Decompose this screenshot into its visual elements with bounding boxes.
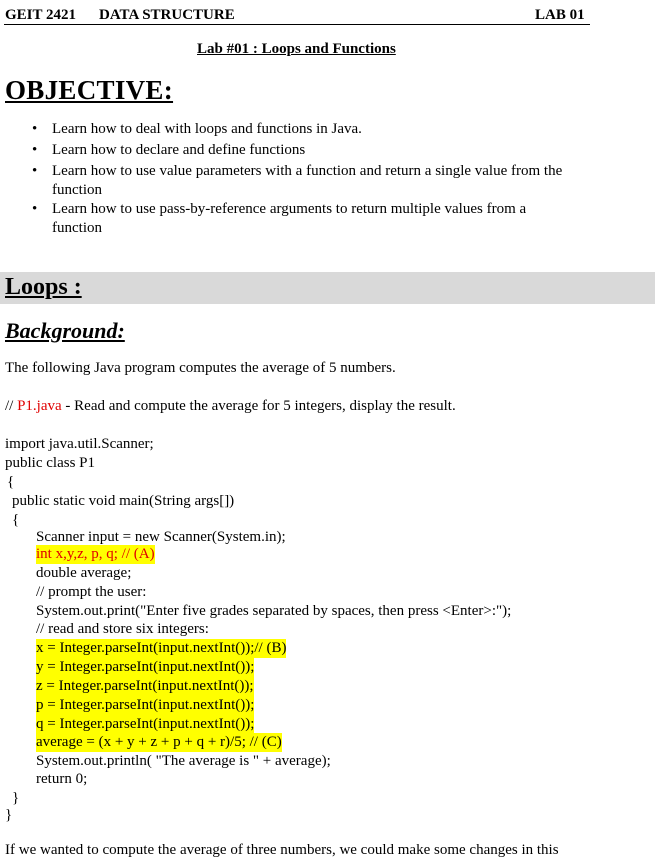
list-item: • Learn how to use pass-by-reference arguments to return multiple values from a [32, 201, 527, 217]
code-line-highlighted: x = Integer.parseInt(input.nextInt());// (B) [36, 640, 287, 656]
course-subject: DATA STRUCTURE [99, 7, 235, 23]
code-line: System.out.print("Enter five grades separated by spaces, then press <Enter>:"); [36, 603, 512, 619]
code-line: // prompt the user: [36, 584, 147, 600]
list-item: • Learn how to use value parameters with a function and return a single value from the [32, 163, 563, 179]
code-line: System.out.println( "The average is " + average); [36, 753, 331, 769]
filename: P1.java [17, 398, 62, 414]
list-item: • Learn how to declare and define functions [32, 142, 306, 158]
code-line: double average; [36, 565, 132, 581]
bullet-icon: • [32, 163, 38, 179]
objective-list [0, 120, 600, 238]
code-brace: { [12, 512, 20, 528]
list-item-continuation: function [52, 220, 102, 236]
code-main: public static void main(String args[]) [12, 493, 235, 509]
code-brace: } [5, 807, 13, 823]
loops-heading-band [0, 272, 655, 304]
bullet-icon: • [32, 121, 38, 137]
bullet-icon: • [32, 142, 38, 158]
lab-number: LAB 01 [535, 7, 585, 23]
list-item-continuation: function [52, 182, 102, 198]
header-divider [4, 24, 590, 25]
intro-paragraph: The following Java program computes the average of 5 numbers. [5, 360, 396, 376]
code-line: // read and store six integers: [36, 621, 209, 637]
list-item: • Learn how to deal with loops and functions in Java. [32, 121, 362, 137]
loops-heading: Loops : [5, 274, 82, 300]
code-brace: } [12, 790, 20, 806]
code-line: Scanner input = new Scanner(System.in); [36, 529, 286, 545]
code-line-highlighted: y = Integer.parseInt(input.nextInt()); [36, 659, 255, 675]
code-line-highlighted: average = (x + y + z + p + q + r)/5; // (C) [36, 734, 282, 750]
code-brace: { [7, 474, 15, 490]
code-class: public class P1 [5, 455, 95, 471]
background-heading: Background: [5, 318, 125, 343]
code-line-highlighted: q = Integer.parseInt(input.nextInt()); [36, 716, 255, 732]
code-import: import java.util.Scanner; [5, 436, 154, 452]
code-line-highlighted: z = Integer.parseInt(input.nextInt()); [36, 678, 254, 694]
code-line: return 0; [36, 771, 88, 787]
objective-heading: OBJECTIVE: [5, 75, 174, 105]
code-line-highlighted: p = Integer.parseInt(input.nextInt()); [36, 697, 255, 713]
footer-paragraph: If we wanted to compute the average of three numbers, we could make some changes in this [5, 842, 559, 858]
file-comment: // P1.java - Read and compute the average for 5 integers, display the result. [5, 398, 456, 414]
lab-title: Lab #01 : Loops and Functions [197, 41, 396, 57]
course-code: GEIT 2421 [5, 7, 76, 23]
bullet-icon: • [32, 201, 38, 217]
code-line-highlighted: int x,y,z, p, q; // (A) [36, 546, 155, 562]
